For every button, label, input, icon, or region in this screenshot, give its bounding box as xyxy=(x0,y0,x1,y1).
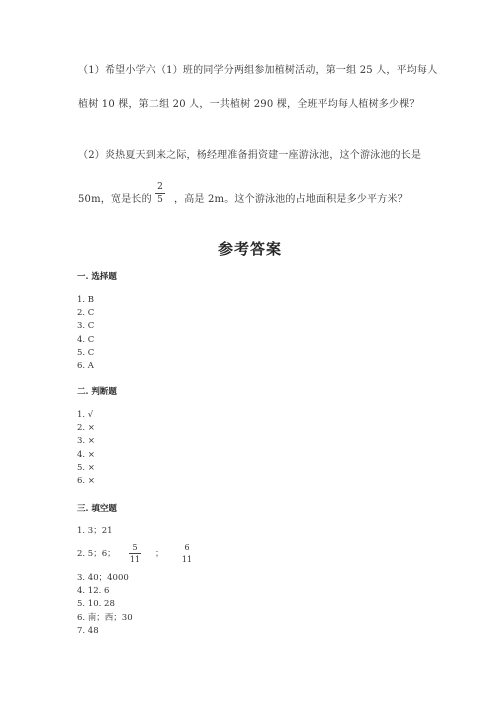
list-item: 3. × xyxy=(77,436,95,447)
section-heading-judge: 二. 判断题 xyxy=(77,387,117,397)
list-item: 1. B xyxy=(77,295,95,305)
list-item: 3. 40；4000 xyxy=(77,573,129,583)
list-item: 1. √ xyxy=(77,410,94,420)
section-heading-fill: 三. 填空题 xyxy=(77,504,117,514)
list-item: 7. 48 xyxy=(77,625,99,636)
fill-answer-list xyxy=(77,572,133,638)
fraction-denominator: 11 xyxy=(129,555,141,564)
choice-answer-list xyxy=(77,294,94,373)
question-2-line-2-start: 50m，宽是长的 xyxy=(78,194,152,205)
fraction-six-elevenths xyxy=(180,542,194,565)
fraction-two-fifths xyxy=(154,181,166,206)
list-item: 4. C xyxy=(77,334,95,345)
list-item: 2. × xyxy=(77,423,95,434)
judge-answer-list xyxy=(77,409,95,488)
list-item-separator: ； xyxy=(155,549,164,559)
question-2-line-1: （2）炎热夏天到来之际，杨经理准备捐资建一座游泳池，这个游泳池的长是 xyxy=(78,150,422,161)
fraction-numerator: 2 xyxy=(157,182,163,192)
answer-title: 参考答案 xyxy=(217,240,282,258)
list-item: 4. × xyxy=(77,449,95,460)
question-1-line-2: 植树 10 棵，第二组 20 人，一共植树 290 棵，全班平均每人植树多少棵？ xyxy=(78,99,420,110)
fraction-denominator: 11 xyxy=(181,555,193,564)
list-item: 4. 12. 6 xyxy=(77,586,110,597)
list-item: 6. A xyxy=(77,361,94,372)
list-item: 2. 5；6； xyxy=(77,549,116,559)
fraction-denominator: 5 xyxy=(157,195,163,205)
list-item: 5. 10. 28 xyxy=(77,599,115,610)
question-1-line-1: （1）希望小学六（1）班的同学分两组参加植树活动，第一组 25 人，平均每人 xyxy=(78,65,438,76)
list-item: 6. 南；西；30 xyxy=(77,612,133,623)
fraction-numerator: 6 xyxy=(184,543,190,552)
list-item: 5. C xyxy=(77,347,95,358)
fraction-five-elevenths xyxy=(128,542,142,565)
section-heading-choice: 一. 选择题 xyxy=(77,272,117,282)
fraction-numerator: 5 xyxy=(132,543,138,552)
question-2-line-2-end: ，高是 2m。这个游泳池的占地面积是多少平方米？ xyxy=(174,194,408,205)
list-item: 2. C xyxy=(77,308,95,319)
list-item: 5. × xyxy=(77,462,95,473)
list-item: 1. 3；21 xyxy=(77,526,113,536)
list-item: 6. × xyxy=(77,476,95,487)
list-item: 3. C xyxy=(77,321,95,332)
